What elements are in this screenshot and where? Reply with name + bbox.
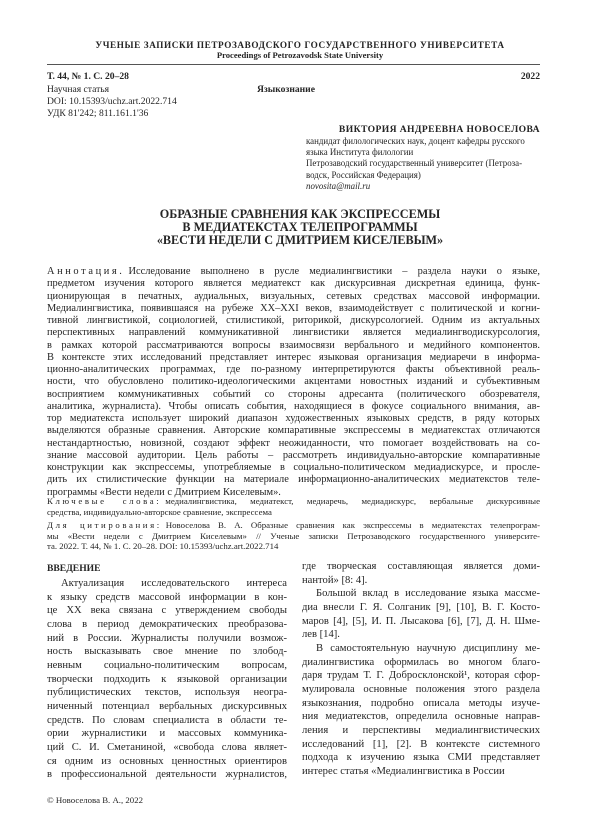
line-text: аналитика, журналиста). Чтобы описать события, находящиеся в фокусе социального внимания, ав- xyxy=(47,400,540,412)
line-text: мы «Вести недели с Дмитрием Киселевым» // Ученые записки Петрозаводского государственного университе- xyxy=(47,530,540,541)
line-text: В самостоятельную научную дисциплину ме- xyxy=(316,642,540,654)
title-line: ОБРАЗНЫЕ СРАВНЕНИЯ КАК ЭКСПРЕССЕМЫ xyxy=(159,207,441,221)
line-text: ность высказывать свое мнение по злобод- xyxy=(47,646,287,658)
line-text: перспективных направлений коммуникативной лингвистики является медиалингводискурсология, xyxy=(47,327,540,339)
text-line xyxy=(47,768,287,782)
text-line xyxy=(47,291,540,303)
line-text: це XX века связана с утверждением свободы xyxy=(47,605,287,617)
section-heading: ВВЕДЕНИЕ xyxy=(47,563,101,574)
line-text: ния медиатекстов, определила основные направ- xyxy=(302,711,540,723)
line-text: ционно-аналитических программах, где по-разному интерпретируются факты объективной реаль- xyxy=(47,364,540,375)
author-name: ВИКТОРИЯ АНДРЕЕВНА НОВОСЕЛОВА xyxy=(338,124,540,135)
line-text: знание массовой аудитории. Цель работы – рассмотреть индивидуально-авторские компаративные xyxy=(47,449,540,461)
line-text: маров [4], [5], И. П. Лысакова [6], [7], Д. Н. Шме- xyxy=(302,615,540,627)
line-text: интерес статья «Медиалингвистика в России xyxy=(302,765,505,777)
line-text: диа внесли Г. Я. Солганик [9], [10], В. Г. Косто- xyxy=(302,601,540,613)
text-line xyxy=(47,755,287,769)
line-text: ний в России. Журналисты получили возмож- xyxy=(47,632,287,644)
line-text: ций С. И. Сметаниной, «свобода слова являет- xyxy=(47,741,287,753)
line-text: ности, что обусловлено политико-идеологическими акцентами новостных изданий и субъективным xyxy=(47,376,540,388)
line-text: Медиалингвистика, появившаяся на рубеже XX–XXI веков, взаимодействует с политической и когни- xyxy=(47,302,540,314)
text-line xyxy=(302,765,540,779)
text-line xyxy=(302,615,540,629)
text-line xyxy=(302,738,540,752)
line-text: та. 2022. Т. 44, № 1. С. 20–28. DOI: 10.15393/uchz.art.2022.714 xyxy=(47,541,279,552)
line-text: медиалингвистика, медиатекст, медиаречь, медиадискурс, вербальные дискурсивные xyxy=(165,496,540,506)
line-text: конструкции как экспрессемы, употребляемые в социально-политическом медиадискурсе, и просле- xyxy=(47,462,540,473)
line-text: дить их стилистические функции на материале информационно-аналитических медиатекстов теле- xyxy=(47,474,540,486)
article-title xyxy=(0,208,600,247)
text-line xyxy=(47,604,287,618)
header-divider xyxy=(47,64,540,65)
line-text: невным социально-политическим вопросам, xyxy=(47,659,287,671)
text-line xyxy=(302,751,540,765)
text-line xyxy=(47,577,287,591)
title-line: В МЕДИАТЕКСТАХ ТЕЛЕПРОГРАММЫ xyxy=(182,220,418,234)
text-line xyxy=(47,315,540,327)
text-line xyxy=(302,642,540,656)
text-line xyxy=(302,656,540,670)
author-affiliation xyxy=(306,136,540,192)
copyright: © Новоселова В. А., 2022 xyxy=(47,795,144,805)
line-text: мулировала основные положения этого раздела xyxy=(302,683,540,695)
abstract xyxy=(47,266,540,499)
affiliation-line: языка Института филологии xyxy=(306,147,414,158)
text-line xyxy=(47,474,540,486)
text-line xyxy=(47,741,287,755)
line-text: ционирующая в печатных, аудиальных, визуальных, сетевых средствах массовой информации. xyxy=(47,290,540,302)
doi[interactable]: DOI: 10.15393/uchz.art.2022.714 xyxy=(47,96,177,107)
line-text: предметом изучения которого является медиатекст как дискурсивная дискретная единица, функ- xyxy=(47,278,540,290)
intro-left-column xyxy=(47,577,287,782)
text-line xyxy=(47,303,540,315)
line-text: нестандартностью, новизной, создают эффект неожиданности, что помогает воздействовать на со- xyxy=(47,437,540,449)
affiliation-line: кандидат филологических наук, доцент кафедры русского xyxy=(306,136,525,146)
text-line xyxy=(47,364,540,376)
text-line xyxy=(302,710,540,724)
line-text: В контексте этих исследований представляет интерес языковая организация медиаречи в информа- xyxy=(47,351,540,363)
text-line xyxy=(302,724,540,738)
line-text: слова в период демократических преобразова- xyxy=(47,618,287,630)
line-text: диалингвистика оформилась во многом благо- xyxy=(302,656,540,668)
line-text: языкознания, подробно описала методы изуче- xyxy=(302,697,540,709)
line-text: где творческая составляющая является доми- xyxy=(302,561,540,572)
block-label: Ключевые слова: xyxy=(47,496,162,506)
text-line xyxy=(47,462,540,474)
text-line xyxy=(47,376,540,388)
text-line xyxy=(302,669,540,683)
text-line xyxy=(47,438,540,450)
text-line xyxy=(302,601,540,615)
journal-title-en: Proceedings of Petrozavodsk State University xyxy=(216,50,384,60)
affiliation-line: Петрозаводский государственный университет (Петроза- xyxy=(306,158,523,169)
text-line xyxy=(47,686,287,700)
block-label: Для цитирования: xyxy=(47,520,162,530)
journal-title: УЧЕНЫЕ ЗАПИСКИ ПЕТРОЗАВОДСКОГО ГОСУДАРСТВЕННОГО УНИВЕРСИТЕТА xyxy=(95,40,505,50)
text-line xyxy=(302,628,540,642)
text-line xyxy=(47,714,287,728)
text-line xyxy=(302,574,540,588)
line-text: средств. По словам специалиста в области те- xyxy=(47,714,287,726)
text-line xyxy=(47,727,287,741)
keywords xyxy=(47,496,540,517)
affiliation-line: водск, Российская Федерация) xyxy=(306,169,421,180)
line-text: даря трудам Т. Г. Добросклонской¹, которая сфор- xyxy=(302,670,540,682)
text-line xyxy=(47,496,540,507)
text-line xyxy=(47,413,540,425)
intro-right-column xyxy=(302,560,540,779)
article-type: Научная статья xyxy=(47,84,110,95)
title-line: «ВЕСТИ НЕДЕЛИ С ДМИТРИЕМ КИСЕЛЕВЫМ» xyxy=(156,233,444,247)
text-line xyxy=(47,401,540,413)
year: 2022 xyxy=(520,71,540,82)
section-name: Языкознание xyxy=(257,84,315,95)
text-line xyxy=(47,632,287,646)
line-text: тор медиатекста использует широкий диапазон художественных языковых средств, в ряду которых xyxy=(47,413,540,424)
line-text: программы «Вести недели с Дмитрием Киселевым». xyxy=(47,486,281,498)
text-line xyxy=(47,700,287,714)
line-text: ории журналистики и массовых коммуника- xyxy=(47,728,287,740)
line-text: подхода к изучению языка СМИ представляет xyxy=(302,752,540,764)
text-line xyxy=(47,352,540,364)
line-text: Исследование выполнено в русле медиалингвистики – раздела науки о языке, xyxy=(128,266,540,277)
citation xyxy=(47,520,540,552)
line-text: ся одним из основных ценностных ориентиров xyxy=(47,755,287,767)
text-line xyxy=(47,531,540,542)
text-line xyxy=(47,618,287,632)
text-line xyxy=(47,645,287,659)
block-label: Аннотация. xyxy=(47,266,125,277)
text-line xyxy=(302,560,540,574)
line-text: к языку средств массовой информации в кон- xyxy=(47,591,287,603)
line-text: лев [14]. xyxy=(302,629,340,641)
line-text: Новоселова В. А. Образные сравнения как экспрессемы в медиатекстах телепрограм- xyxy=(165,520,541,530)
line-text: выделяются образные сравнения. Авторские компаративные экспрессемы в медиатекстах отличаются xyxy=(47,425,540,437)
text-line xyxy=(47,327,540,339)
line-text: творчески подходить к языковой организации xyxy=(47,673,287,685)
line-text: Актуализация исследовательского интереса xyxy=(61,578,287,589)
text-line xyxy=(47,340,540,352)
line-text: ления и перспективы медиалингвистических xyxy=(302,724,540,736)
text-line xyxy=(47,389,540,401)
line-text: публицистических текстов, используя неогра- xyxy=(47,687,287,699)
text-line xyxy=(47,520,540,531)
line-text: ниченный потенциал вербальных дискурсивных xyxy=(47,700,287,712)
text-line xyxy=(47,425,540,437)
text-line xyxy=(47,507,540,518)
volume-pages: Т. 44, № 1. С. 20–28 xyxy=(47,71,129,82)
line-text: тивной лингвистикой, социологией, стилистикой, риторикой, дискурсологией. Одним из актуальных xyxy=(47,315,540,326)
line-text: Большой вклад в исследование языка массме- xyxy=(316,588,540,600)
line-text: нантой» [8: 4]. xyxy=(302,574,368,586)
line-text: восприятием коммуникативных событий со стороны адресанта (политического обозревателя, xyxy=(47,388,540,400)
text-line xyxy=(47,591,287,605)
text-line xyxy=(47,673,287,687)
text-line xyxy=(47,450,540,462)
udk: УДК 81'242; 811.161.1'36 xyxy=(47,108,149,119)
author-email[interactable]: novosita@mail.ru xyxy=(306,180,371,191)
line-text: исследований [1], [2]. В контексте системного xyxy=(302,738,540,750)
text-line xyxy=(47,659,287,673)
line-text: в профессиональной деятельности журналистов, xyxy=(47,769,287,781)
text-line xyxy=(302,683,540,697)
line-text: средства, индивидуально-авторское сравнение, экспрессема xyxy=(47,506,272,517)
text-line xyxy=(47,541,540,552)
line-text: в рамках которой рассматриваются вопросы взаимосвязи вербального и медийного компонентов. xyxy=(47,339,540,351)
text-line xyxy=(47,266,540,278)
text-line xyxy=(47,278,540,290)
text-line xyxy=(302,587,540,601)
text-line xyxy=(302,697,540,711)
